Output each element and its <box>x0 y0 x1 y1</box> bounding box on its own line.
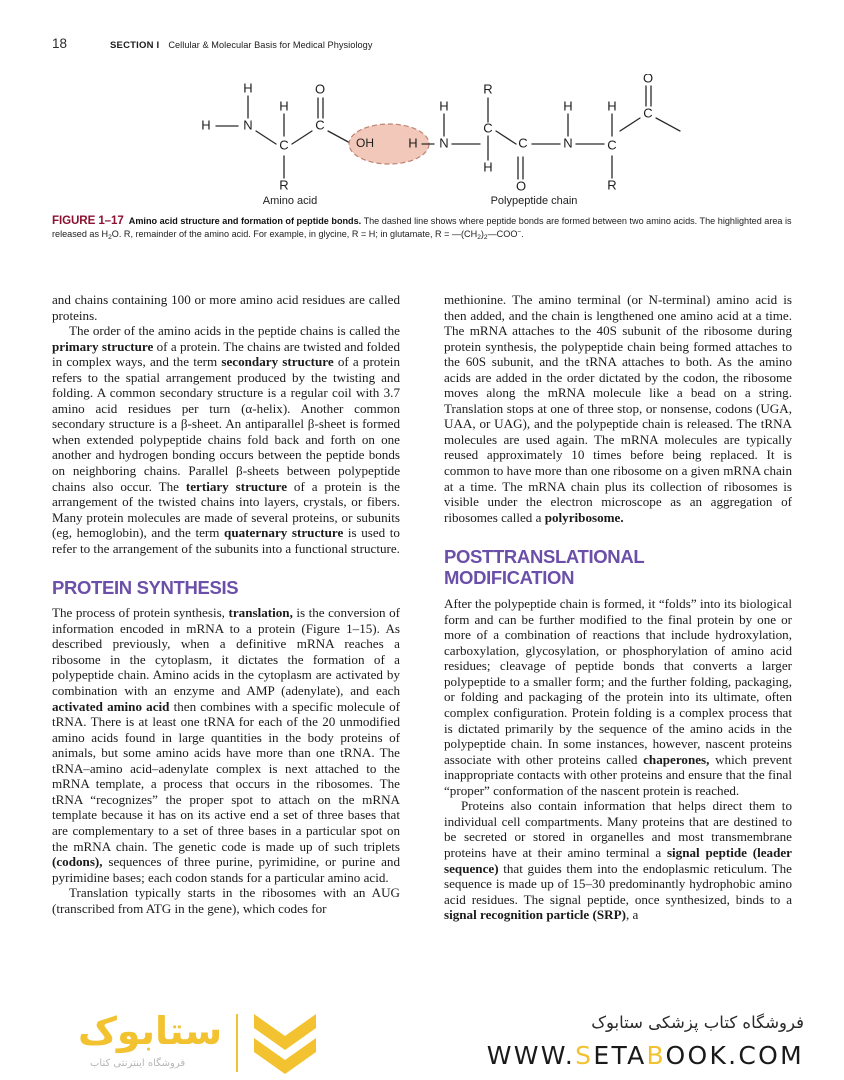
term-translation: translation, <box>228 605 293 621</box>
term-tertiary-structure: tertiary structure <box>185 478 288 494</box>
svg-text:R: R <box>483 81 493 97</box>
svg-text:R: R <box>279 177 289 193</box>
text-run: of a protein refers to the spatial arrangement produced by the twisting and folding. A common secondary structure is a regular coil with 3.7 amino acid residues per turn (α-helix). Another common secondary structure is a β-sheet. An antiparallel β-sheet is formed when extended polypeptide chains fold back and forth on one another and hydrogen bonding occurs between the peptide bonds on neighboring chains. Parallel β-sheets between polypeptide chains also occur. The <box>52 354 400 494</box>
figure-caption <box>52 214 792 242</box>
url-suffix: OOK.COM <box>665 1041 804 1070</box>
svg-text:N: N <box>243 117 253 133</box>
text-run: of a protein. The chains are twisted and folded in complex ways, and the term <box>52 338 400 370</box>
term-secondary-structure: secondary structure <box>221 354 334 370</box>
text-run: After the polypeptide chain is formed, it “folds” into its biological form and can be further modified to the final protein by one or more of a combination of reactions that include hydroxylation, carboxylation, glycosylation, or phosphorylation of amino acid residues; cleavage of peptide bonds that converts a larger polypeptide to a smaller form; and the further folding, packaging, or folding and packaging of the protein into its ultimate, often complex configuration. Protein folding is a complex process that is dictated primarily by the sequence of the amino acids in the polypeptide chain. In some instances, however, nascent proteins associate with other proteins called <box>444 596 792 767</box>
paragraph-signal-peptide <box>444 798 792 922</box>
svg-text:C: C <box>483 120 493 136</box>
heading-protein-synthesis: PROTEIN SYNTHESIS <box>52 577 239 599</box>
text-run: is the conversion of information encoded in mRNA to a protein (Figure 1–15). As described previously, when a definitive mRNA reaches a ribosome in the cytoplasm, it dictates the formation of a polypeptide chain. Amino acids in the cytoplasm are activated by combination with an enzyme and AMP (adenylate), and each <box>52 605 400 699</box>
text-run: Proteins also contain information that helps direct them to individual cell compartments. Many proteins that are destined to be secreted or stored in organelles and most transmembrane proteins have at their amino terminal a <box>444 798 792 860</box>
term-codons: (codons), <box>52 854 103 870</box>
running-head <box>52 36 792 54</box>
term-chaperones: chaperones, <box>643 751 710 767</box>
figure-caption-text-1: The dashed line shows where peptide bonds are formed between two amino acids. The highlighted area is released as H <box>52 216 792 240</box>
svg-text:H: H <box>483 159 493 175</box>
paragraph-continued: and chains containing 100 or more amino acid residues are called proteins. <box>52 292 400 323</box>
url-highlight-b: B <box>646 1041 666 1070</box>
page-number: 18 <box>52 36 68 51</box>
svg-text:N: N <box>563 135 573 151</box>
figure-caption-text-4: —COO <box>487 229 518 240</box>
figure-caption-sub-2: 2 <box>477 234 481 242</box>
term-polyribosome: polyribosome. <box>544 509 624 525</box>
term-signal-peptide: signal peptide (leader sequence) <box>444 844 792 876</box>
brand-url[interactable] <box>448 1041 804 1070</box>
term-srp: signal recognition particle (SRP) <box>444 907 626 923</box>
paragraph-translation-start: Translation typically starts in the ribosomes with an AUG (transcribed from ATG in the gene), which codes for <box>52 885 400 916</box>
figure-caption-sub-1: 2 <box>108 234 112 242</box>
column-right <box>444 292 792 1004</box>
figure-caption-text-3: ) <box>480 229 484 240</box>
section-title: Cellular & Molecular Basis for Medical Physiology <box>168 40 373 50</box>
text-run: then combines with a specific molecule of tRNA. There is at least one tRNA for each of the 20 unmodified amino acids found in large quantities in the body proteins of animals, but some amino acids have more than one tRNA. The tRNA–amino acid–adenylate complex is next attached to the mRNA template, a process that occurs in the ribosomes. The tRNA “recognizes” the proper spot to attach on the mRNA template because it has on its active end a set of three bases that are complementary to a set of three bases in a particular spot on the mRNA chain. The genetic code is made up of such triplets <box>52 698 400 854</box>
svg-text:C: C <box>279 137 289 153</box>
paragraph-translation <box>52 605 400 885</box>
svg-text:H: H <box>408 135 418 151</box>
paragraph-ribosome <box>444 292 792 525</box>
text-run: methionine. The amino terminal (or N-terminal) amino acid is then added, and the chain is lengthened one amino acid at a time. The mRNA attaches to the 40S subunit of the ribosome during protein synthesis, the polypeptide chain being formed attaches to the 60S subunit, and the tRNA attaches to both. As the amino acids are added in the order dictated by the codon, the ribosome moves along the mRNA molecule like a bead on a string. Translation stops at one of three stop, or nonsense, codons (UGA, UAA, or UAG), and the polypeptide chain is released. The tRNA molecules are used again. The mRNA molecules are typically reused approximately 10 times before being replaced. It is common to have more than one ribosome on a given mRNA chain at a time. The mRNA chain plus its collection of ribosomes is visible under the electron microscope as an aggregation of ribosomes called a <box>444 292 792 525</box>
text-run: which prevent inappropriate contacts with other proteins and ensure that the final “proper” conformation of the nascent protein is reached. <box>444 751 792 798</box>
setabook-logo <box>78 1008 338 1078</box>
figure-label-amino-acid: Amino acid <box>262 195 318 207</box>
figure-caption-sub-3: 2 <box>483 234 488 242</box>
url-eta: ETA <box>593 1041 647 1070</box>
text-run: , a <box>625 907 639 923</box>
svg-text:H: H <box>201 117 211 133</box>
logo-divider <box>236 1014 238 1072</box>
text-run: is used to refer to the arrangement of the subunits into a functional structure. <box>52 525 400 556</box>
term-activated-amino-acid: activated amino acid <box>52 698 170 714</box>
svg-text:H: H <box>563 98 573 114</box>
figure-label-polypeptide: Polypeptide chain <box>490 195 578 207</box>
text-run: of a protein is the arrangement of the twisted chains into layers, crystals, or fibers. Many protein molecules are made of several proteins, or subunits (eg, hemoglobin), and the term <box>52 478 400 541</box>
figure-caption-text-5: . <box>521 229 524 240</box>
svg-text:OH: OH <box>356 136 374 151</box>
svg-text:H: H <box>243 80 253 96</box>
svg-text:H: H <box>279 98 289 114</box>
svg-text:O: O <box>642 74 654 86</box>
body-columns <box>52 292 792 1004</box>
text-run: The order of the amino acids in the peptide chains is called the <box>69 323 400 339</box>
svg-text:R: R <box>607 177 617 193</box>
peptide-bond-diagram <box>52 74 792 209</box>
heading-posttranslational-line2: MODIFICATION <box>444 567 575 589</box>
heading-posttranslational-line1: POSTTRANSLATIONAL <box>444 546 645 568</box>
svg-text:N: N <box>439 135 449 151</box>
logo-tagline: فروشگاه اینترنتی کتاب <box>90 1058 186 1069</box>
brand-tagline-fa: فروشگاه کتاب پزشکی ستابوک <box>591 1013 804 1032</box>
svg-text:C: C <box>643 105 653 121</box>
figure-tag: FIGURE 1–17 <box>52 214 124 227</box>
url-prefix: WWW. <box>486 1041 576 1070</box>
paragraph-folding <box>444 596 792 798</box>
svg-text:O: O <box>314 81 326 97</box>
svg-text:C: C <box>518 135 528 151</box>
term-primary-structure: primary structure <box>52 338 154 354</box>
url-highlight-s: S <box>575 1041 594 1070</box>
section-label: SECTION I <box>110 40 160 51</box>
logo-wordmark: ستابوک <box>78 1009 223 1053</box>
figure-caption-lead: Amino acid structure and formation of peptide bonds. <box>128 216 362 226</box>
svg-text:C: C <box>607 137 617 153</box>
term-quaternary-structure: quaternary structure <box>224 525 344 541</box>
text-run: The process of protein synthesis, <box>52 605 229 621</box>
paragraph-protein-structure <box>52 323 400 556</box>
text-run: that guides them into the endoplasmic reticulum. The sequence is made up of 15–30 predominantly hydrophobic amino acid residues. The signal peptide, once synthesized, binds to a <box>444 860 792 907</box>
figure-caption-sup-4: − <box>517 228 522 236</box>
figure-1-17 <box>52 74 792 209</box>
text-run: sequences of three purine, pyrimidine, or purine and pyrimidine bases; each codon stands for a particular amino acid. <box>52 854 400 885</box>
column-left <box>52 292 400 1004</box>
watermark-banner <box>0 1005 844 1080</box>
svg-text:H: H <box>607 98 617 114</box>
svg-text:O: O <box>515 178 527 194</box>
svg-text:C: C <box>315 117 325 133</box>
svg-text:H: H <box>439 98 449 114</box>
chevron-icon <box>254 1014 316 1074</box>
figure-caption-text-2: O. R, remainder of the amino acid. For example, in glycine, R = H; in glutamate, R = —(CH <box>111 229 478 240</box>
